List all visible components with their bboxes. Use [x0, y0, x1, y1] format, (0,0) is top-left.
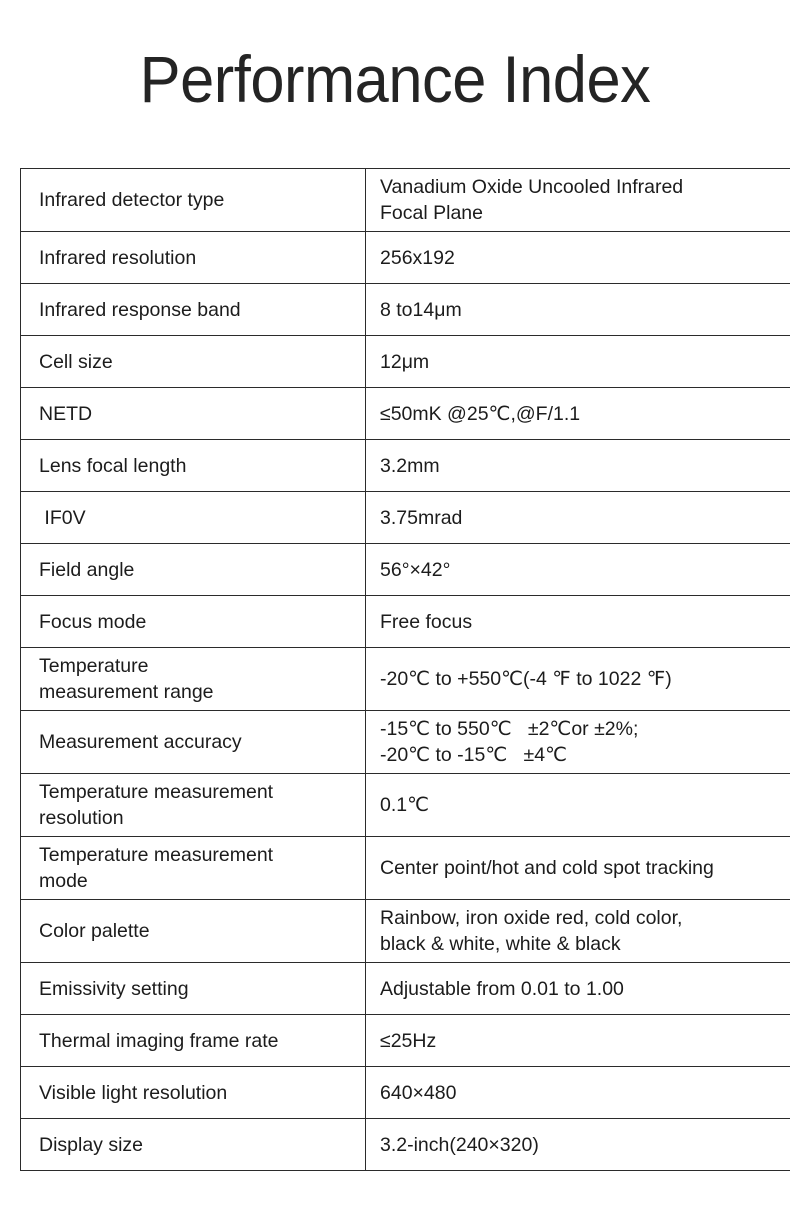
spec-value-line: Rainbow, iron oxide red, cold color, — [380, 907, 683, 929]
spec-value-line: -20℃ to -15℃ ±4℃ — [380, 744, 567, 766]
spec-value-cell — [366, 388, 790, 440]
spec-label-cell — [21, 544, 366, 596]
spec-value-line: ≤50mK @25℃,@F/1.1 — [380, 402, 581, 425]
spec-label-line: Measurement accuracy — [39, 731, 242, 753]
spec-label-line: Focus mode — [39, 610, 147, 633]
table-row — [21, 1119, 790, 1171]
spec-label-line: resolution — [39, 807, 124, 829]
spec-label-cell — [21, 232, 366, 284]
table-row — [21, 1015, 790, 1067]
spec-label-line: Temperature measurement — [39, 844, 274, 866]
spec-value-cell — [366, 900, 790, 963]
table-row — [21, 900, 790, 963]
spec-value-cell — [366, 963, 790, 1015]
spec-value-line: ≤25Hz — [380, 1029, 437, 1052]
spec-value-line: black & white, white & black — [380, 933, 621, 955]
spec-value-line: -20℃ to +550℃(-4 ℉ to 1022 ℉) — [380, 668, 672, 690]
spec-value-cell — [366, 596, 790, 648]
spec-value-cell — [366, 648, 790, 711]
spec-label-cell — [21, 711, 366, 774]
spec-label-line: Thermal imaging frame rate — [39, 1029, 279, 1052]
spec-label-cell — [21, 284, 366, 336]
spec-value-line: 256x192 — [380, 246, 455, 269]
spec-value-cell — [366, 492, 790, 544]
table-row — [21, 837, 790, 900]
table-row — [21, 284, 790, 336]
spec-label-cell — [21, 900, 366, 963]
spec-value-line: 12μm — [380, 350, 430, 373]
spec-label-cell — [21, 648, 366, 711]
spec-value-cell — [366, 1015, 790, 1067]
spec-value-line: 640×480 — [380, 1081, 457, 1104]
spec-label-cell — [21, 336, 366, 388]
spec-label-cell — [21, 440, 366, 492]
spec-label-line: IF0V — [39, 506, 86, 529]
spec-label-cell — [21, 388, 366, 440]
spec-label-cell — [21, 492, 366, 544]
table-row — [21, 388, 790, 440]
spec-label-line: Color palette — [39, 920, 150, 942]
spec-label-cell — [21, 774, 366, 837]
spec-value-line: 0.1℃ — [380, 794, 430, 816]
table-row — [21, 440, 790, 492]
spec-value-cell — [366, 1119, 790, 1171]
table-row — [21, 492, 790, 544]
spec-label-cell — [21, 596, 366, 648]
spec-label-line: mode — [39, 870, 88, 892]
spec-label-line: Temperature measurement — [39, 781, 274, 803]
spec-value-line: -15℃ to 550℃ ±2℃or ±2%; — [380, 718, 639, 740]
spec-value-line: Adjustable from 0.01 to 1.00 — [380, 977, 624, 1000]
spec-label-cell — [21, 169, 366, 232]
spec-value-line: 3.75mrad — [380, 506, 463, 529]
spec-label-cell — [21, 837, 366, 900]
spec-label-line: Infrared detector type — [39, 189, 225, 211]
spec-value-line: 56°×42° — [380, 558, 451, 581]
spec-label-cell — [21, 1119, 366, 1171]
table-row — [21, 1067, 790, 1119]
spec-value-cell — [366, 440, 790, 492]
table-row — [21, 774, 790, 837]
table-row — [21, 544, 790, 596]
spec-label-cell — [21, 1015, 366, 1067]
spec-value-cell — [366, 1067, 790, 1119]
spec-value-line: Focal Plane — [380, 202, 483, 224]
spec-label-line: measurement range — [39, 681, 214, 703]
spec-label-line: Cell size — [39, 350, 113, 373]
spec-value-line: Center point/hot and cold spot tracking — [380, 857, 714, 879]
table-row — [21, 963, 790, 1015]
spec-value-cell — [366, 336, 790, 388]
spec-value-line: 3.2mm — [380, 454, 440, 477]
spec-label-line: Field angle — [39, 558, 135, 581]
page-title: Performance Index — [139, 42, 651, 116]
specification-table — [20, 168, 790, 1171]
spec-label-line: Lens focal length — [39, 454, 187, 477]
spec-label-line: NETD — [39, 402, 93, 425]
table-row — [21, 336, 790, 388]
spec-value-cell — [366, 837, 790, 900]
spec-value-line: 3.2-inch(240×320) — [380, 1133, 539, 1156]
spec-value-cell — [366, 711, 790, 774]
table-row — [21, 711, 790, 774]
spec-label-line: Infrared resolution — [39, 246, 197, 269]
spec-label-line: Display size — [39, 1133, 144, 1156]
table-row — [21, 169, 790, 232]
table-row — [21, 232, 790, 284]
spec-label-cell — [21, 1067, 366, 1119]
spec-label-line: Emissivity setting — [39, 977, 189, 1000]
spec-value-cell — [366, 232, 790, 284]
spec-value-cell — [366, 169, 790, 232]
spec-label-line: Temperature — [39, 655, 149, 677]
spec-value-cell — [366, 774, 790, 837]
spec-label-cell — [21, 963, 366, 1015]
specification-table-body — [21, 169, 790, 1171]
table-row — [21, 648, 790, 711]
table-row — [21, 596, 790, 648]
spec-label-line: Infrared response band — [39, 298, 241, 321]
spec-value-line: Vanadium Oxide Uncooled Infrared — [380, 176, 684, 198]
spec-value-line: Free focus — [380, 610, 473, 633]
spec-value-line: 8 to14μm — [380, 298, 462, 321]
spec-value-cell — [366, 544, 790, 596]
spec-value-cell — [366, 284, 790, 336]
spec-label-line: Visible light resolution — [39, 1081, 228, 1104]
